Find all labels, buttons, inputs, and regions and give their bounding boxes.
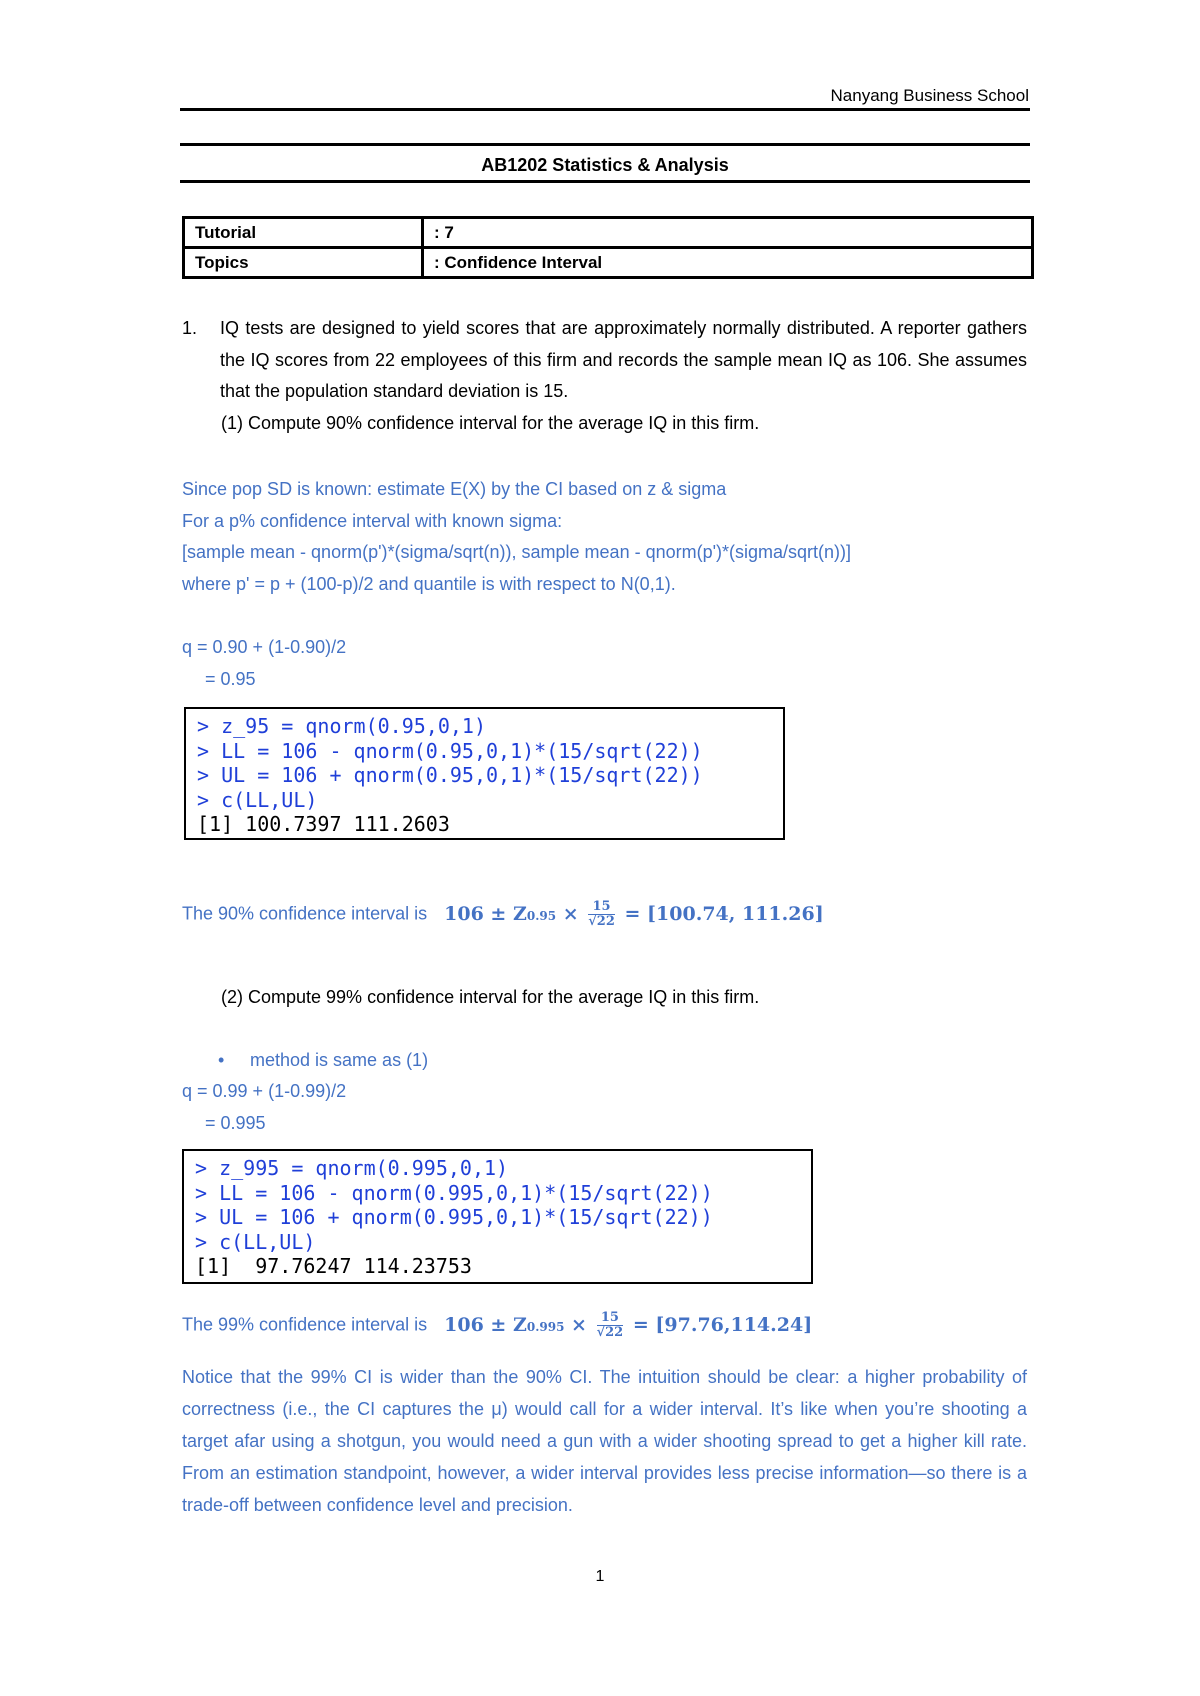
quantile-line-1: q = 0.90 + (1-0.90)/2 — [182, 637, 347, 657]
fraction-numerator: 15 — [597, 1311, 624, 1326]
ci-z-subscript: 0.995 — [526, 1319, 565, 1334]
header-school: Nanyang Business School — [830, 86, 1029, 105]
info-table — [182, 216, 1034, 279]
r-console-90 — [184, 707, 785, 840]
ci-label: The 99% confidence interval is — [182, 1314, 428, 1335]
question-part-2: (2) Compute 99% confidence interval for the average IQ in this firm. — [221, 987, 760, 1007]
ci-lhs: 106 ± Z — [444, 1313, 527, 1336]
question-part-1: (1) Compute 90% confidence interval for the average IQ in this firm. — [221, 413, 760, 433]
question-1 — [182, 313, 1027, 408]
bullet-dot-icon: • — [218, 1050, 225, 1070]
answer-line: Since pop SD is known: estimate E(X) by the CI based on z & sigma — [182, 479, 727, 499]
fraction-denominator: √22 — [596, 1325, 624, 1340]
answer-explanation — [182, 474, 851, 600]
ci-90-statement — [182, 900, 824, 929]
notice-paragraph: Notice that the 99% CI is wider than the 90% CI. The intuition should be clear: a higher probability of correctness (i.e., the CI captures the μ) would call for a wider interval. It’s like when you’re shooting a target afar using a shotgun, you would need a gun with a wider shooting spread to get a higher kill rate. From an estimation standpoint, however, a wider interval provides less precise information—so there is a trade-off between confidence level and precision. — [182, 1367, 1027, 1515]
ci-result: = [97.76,114.24] — [632, 1313, 813, 1336]
ci-result: = [100.74, 111.26] — [624, 902, 824, 925]
fraction-denominator: √22 — [588, 914, 615, 929]
course-title: AB1202 Statistics & Analysis — [481, 155, 729, 175]
title-rule-top — [180, 143, 1030, 146]
title-rule-bottom — [180, 180, 1030, 183]
code-output: [1] 100.7397 111.2603 — [197, 812, 450, 836]
r-console-99 — [182, 1149, 813, 1284]
ci-99-statement — [182, 1311, 812, 1340]
question-number: 1. — [182, 318, 198, 338]
info-row-tutorial — [184, 218, 1033, 248]
code-line: > LL = 106 - qnorm(0.95,0,1)*(15/sqrt(22)) — [197, 738, 703, 763]
quantile-line-2: = 0.95 — [205, 669, 256, 689]
code-line: > UL = 106 + qnorm(0.995,0,1)*(15/sqrt(22)) — [195, 1205, 713, 1229]
ci-fraction — [597, 1311, 624, 1340]
code-line: > UL = 106 + qnorm(0.95,0,1)*(15/sqrt(22)) — [197, 763, 703, 787]
code-line: > LL = 106 - qnorm(0.995,0,1)*(15/sqrt(22)) — [195, 1180, 713, 1205]
question-text: IQ tests are designed to yield scores that are approximately normally distributed. A reporter gathers the IQ scores from 22 employees of this firm and records the sample mean IQ as 106. She assumes that the population standard deviation is 15. — [220, 318, 1027, 401]
quantile-line-2: = 0.995 — [205, 1113, 266, 1133]
code-line: > c(LL,UL) — [197, 787, 318, 812]
bullet-text: method is same as (1) — [250, 1050, 429, 1070]
answer-line: where p' = p + (100-p)/2 and quantile is with respect to N(0,1). — [182, 573, 676, 594]
info-value: : Confidence Interval — [423, 248, 1033, 278]
ci-times: × — [571, 1313, 587, 1336]
info-label: Topics — [184, 248, 423, 278]
ci-label: The 90% confidence interval is — [182, 903, 428, 924]
quantile-line-1: q = 0.99 + (1-0.99)/2 — [182, 1081, 347, 1101]
ci-z-subscript: 0.95 — [526, 908, 557, 923]
info-label: Tutorial — [184, 218, 423, 248]
fraction-numerator: 15 — [588, 900, 615, 915]
answer-line: For a p% confidence interval with known sigma: — [182, 510, 563, 531]
ci-times: × — [562, 902, 579, 925]
ci-lhs: 106 ± Z — [444, 902, 527, 925]
header-rule — [180, 108, 1030, 111]
page-number: 1 — [595, 1568, 605, 1585]
answer-line: [sample mean - qnorm(p')*(sigma/sqrt(n)), sample mean - qnorm(p')*(sigma/sqrt(n))] — [182, 542, 852, 562]
code-line: > c(LL,UL) — [195, 1229, 316, 1254]
code-line: > z_95 = qnorm(0.95,0,1) — [197, 714, 486, 738]
info-value: : 7 — [423, 218, 1033, 248]
bullet-item — [218, 1050, 428, 1071]
ci-fraction — [588, 900, 615, 929]
code-output: [1] 97.76247 114.23753 — [195, 1254, 472, 1278]
info-row-topics — [184, 248, 1033, 278]
code-line: > z_995 = qnorm(0.995,0,1) — [195, 1156, 509, 1180]
